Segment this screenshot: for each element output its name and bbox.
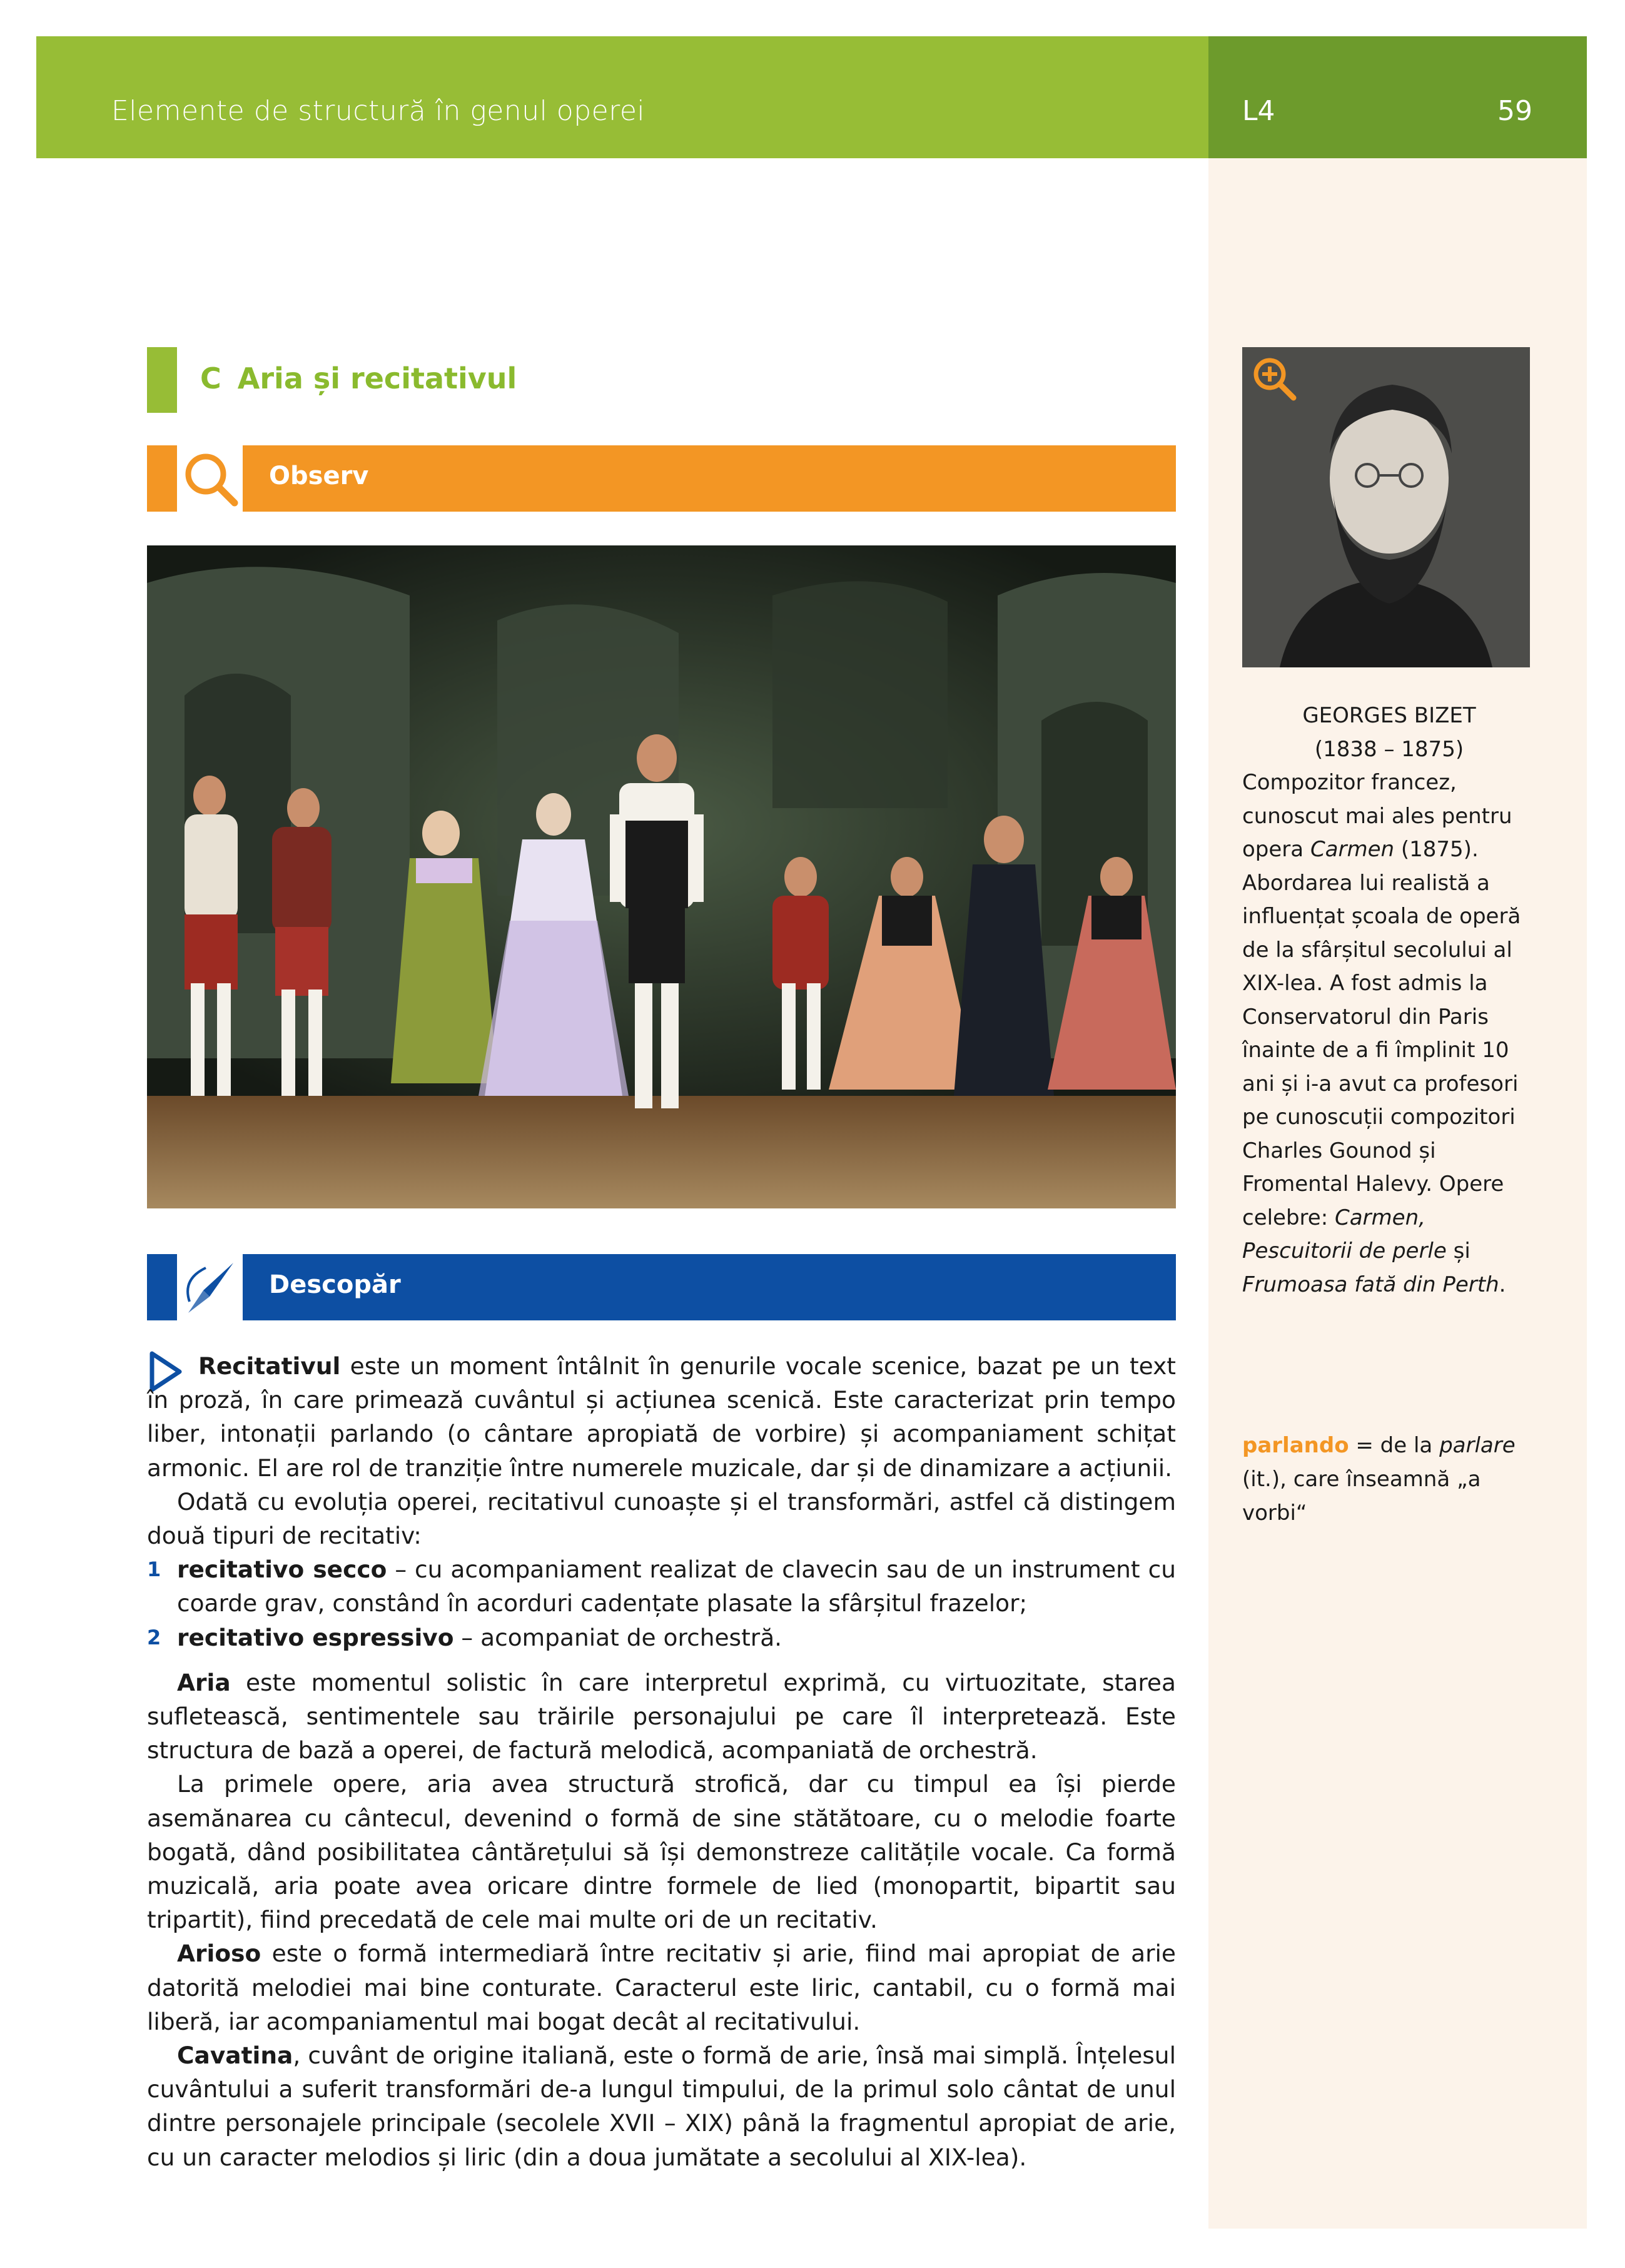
glossary-note: parlando = de la parlare (it.), care înseamnă „a vorbi“: [1242, 1433, 1516, 1526]
chapter-title: Elemente de structură în genul operei: [111, 95, 645, 127]
bio-years: (1838 – 1875): [1314, 736, 1464, 762]
list-item: 1 recitativo secco – cu acompaniament realizat de clavecin sau de un instrument cu coarde grav, constând în acorduri cadențate plasate la sfârșitul frazelor;: [147, 1556, 1176, 1617]
opera-stage-photo: [147, 545, 1176, 1208]
descopar-label: Descopăr: [269, 1270, 401, 1299]
section-title-text: Aria și recitativul: [237, 362, 517, 395]
paragraph-aria: Aria este momentul solistic în care interpretul exprimă, cu virtuozitate, starea sufletească, sentimentele sau trăirile personajului pe care îl interpretează. Este structura de bază a operei, de factură melodică, acompaniată de orchestră.: [147, 1668, 1176, 1764]
section-title: [200, 362, 517, 395]
paragraph-arioso: Arioso este o formă intermediară între recitativ și arie, fiind mai apropiat de arie datorită melodiei mai bine conturate. Caracterul este liric, cantabil, cu o formă mai liberă, iar acompaniamentul mai bogat decât al recitativului.: [147, 1940, 1176, 2035]
compass-icon: [177, 1254, 243, 1320]
section-marker: [147, 347, 177, 413]
lesson-body: [147, 1349, 1176, 2174]
descopar-band: [147, 1254, 1176, 1320]
paragraph-tipuri: Odată cu evoluția operei, recitativul cunoaște și el transformări, astfel că distingem două tipuri de recitativ:: [147, 1487, 1176, 1550]
paragraph-cavatina: Cavatina, cuvânt de origine italiană, este o formă de arie, însă mai simplă. Înțelesul cuvântului a suferit transformări de-a lungul timpului, de la primul solo cântat de unul dintre personajele principale (secolele XVII – XIX) până la fragmentul apropiat de arie, cu un caracter melodios și liric (din a doua jumătate a secolului al XIX-lea).: [147, 2042, 1176, 2171]
lesson-code: L4: [1242, 95, 1275, 127]
bio-name: GEORGES BIZET: [1302, 703, 1476, 728]
composer-bio: [1242, 699, 1536, 1302]
observ-label: Observ: [269, 462, 369, 490]
bio-text: Compozitor francez, cunoscut mai ales pentru opera Carmen (1875). Abordarea lui realistă a influențat școala de operă de la sfârșitul secolului al XIX-lea. A fost admis la Conservatorul din Paris înainte de a fi împlinit 10 ani și i-a avut ca profesori pe cunoscuții compozitori Charles Gounod și Fromental Halevy. Opere celebre: Carmen, Pescuitorii de perle și Frumoasa fată din Perth.: [1242, 770, 1521, 1297]
observ-band: [147, 445, 1176, 512]
section-letter: C: [200, 362, 221, 395]
page-number: 59: [1497, 95, 1532, 127]
paragraph-recitativ: Recitativul este un moment întâlnit în genurile vocale scenice, bazat pe un text în proză, în care primează cuvântul și acțiunea scenică. Este caracterizat prin tempo liber, intonații parlando (o cântare apropiată de vorbire) și acompaniament schițat armonic. El are rol de tranziție între numerele muzicale, dar și de dinamizare a acțiunii.: [147, 1352, 1176, 1482]
magnifier-icon: [177, 445, 243, 512]
gloss-term: parlando: [1242, 1433, 1349, 1458]
zoom-in-icon: [1250, 354, 1300, 404]
list-item: 2 recitativo espressivo – acompaniat de orchestră.: [147, 1623, 782, 1651]
paragraph-aria-evolutie: La primele opere, aria avea structură strofică, dar cu timpul ea își pierde asemănarea cu cântecul, devenind o formă de sine stătătoare, cu o melodie foarte bogată, dând posibilitatea cântărețului să își demonstreze calitățile vocale. Ca formă muzicală, aria poate avea oricare dintre formele de lied (monopartit, bipartit sau tripartit), fiind precedată de cele mai multe ori de un recitativ.: [147, 1770, 1176, 1934]
